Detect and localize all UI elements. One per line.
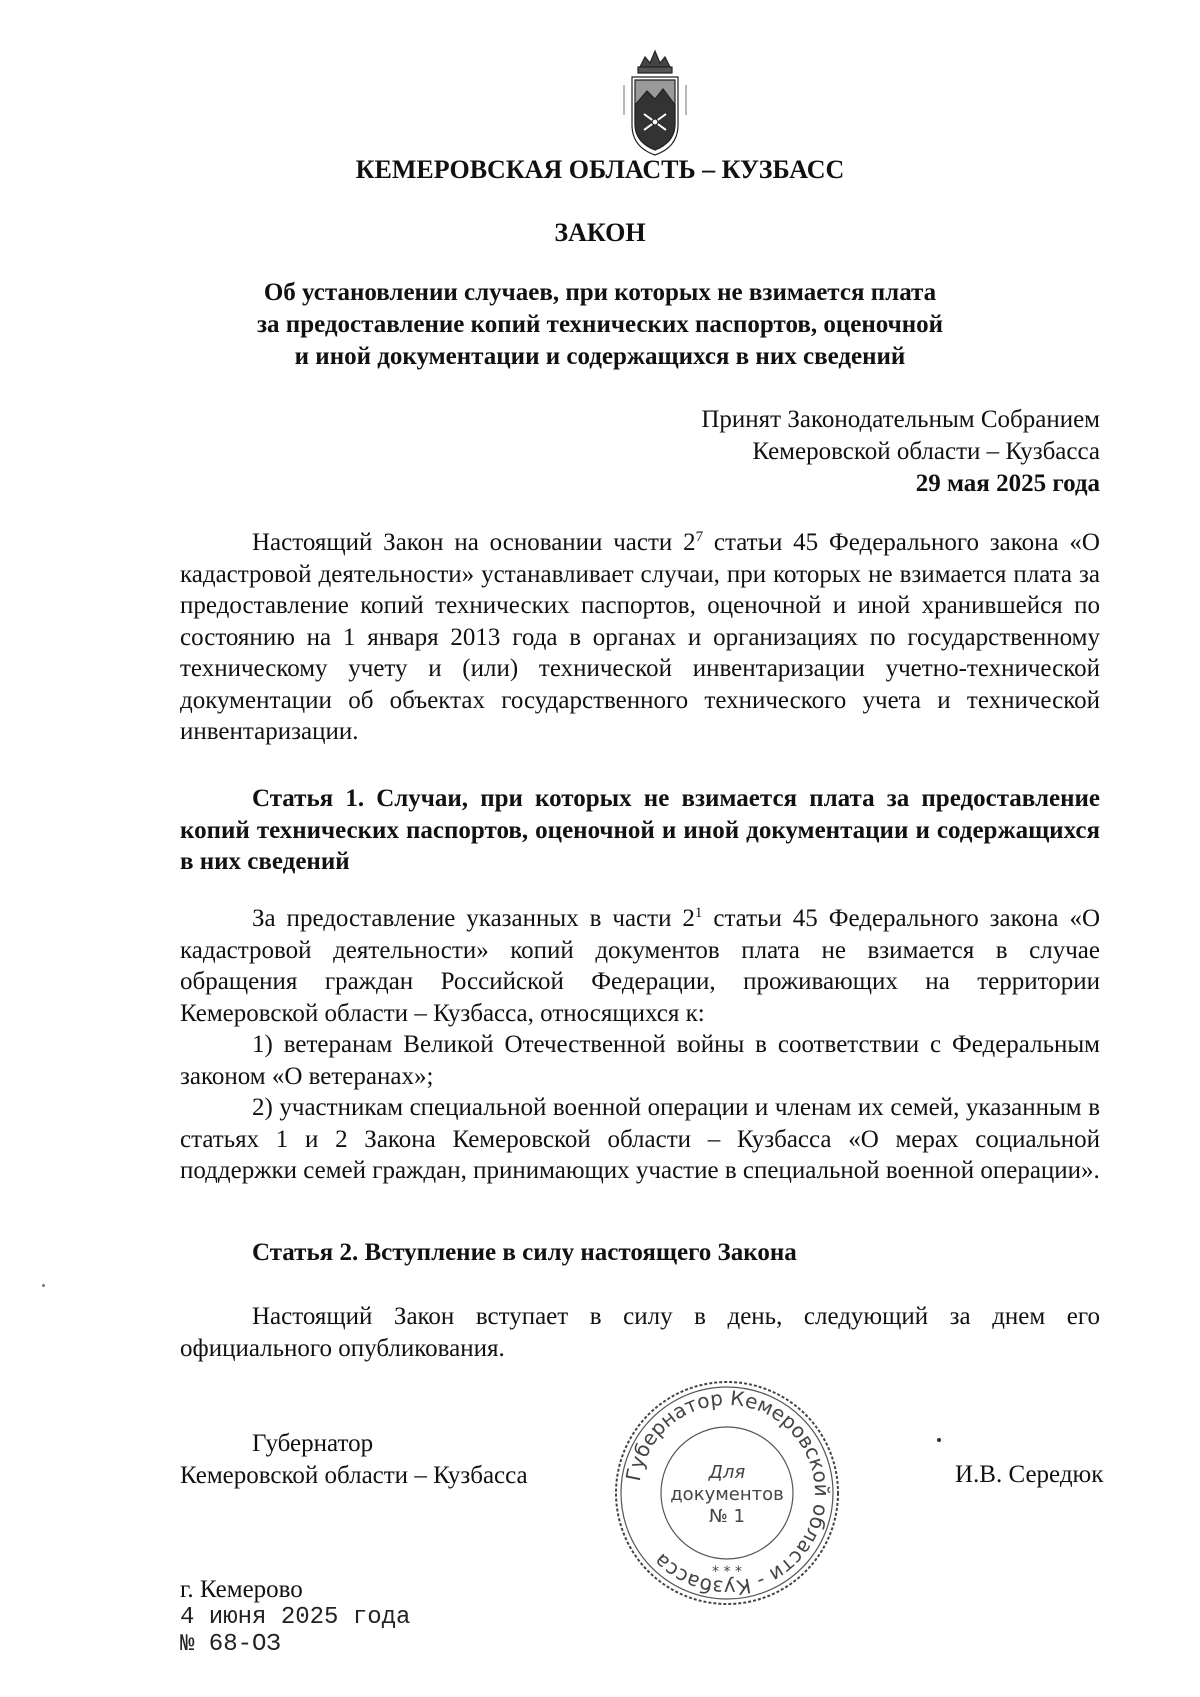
signatory-position-line: Кемеровской области – Кузбасса [180,1461,528,1489]
ink-dot [937,1438,941,1442]
article-2-text: Настоящий Закон вступает в силу в день, следующий за днем его официального опубликования. [180,1303,1100,1362]
stamp-stars: * * * [712,1564,742,1580]
law-title-line: за предоставление копий технических паспортов, оценочной [257,311,943,338]
issue-date: 4 июня 2025 года [180,1604,411,1631]
article-2-heading: Статья 2. Вступление в силу настоящего Закона [252,1239,797,1266]
adoption-date: 29 мая 2025 года [915,470,1100,497]
issue-details [180,1576,410,1658]
article-1-intro: За предоставление указанных в части $2^1$ статьи 45 Федерального закона «О кадастровой деятельности» копий документов плата не взимается в случае обращения граждан Российской Федерации, проживающих на территории Кемеровской области – Кузбасса, относящихся к: [180,905,1100,1027]
coat-of-arms-icon [620,45,690,165]
stamp-center-line: № 1 [709,1506,745,1527]
adoption-block [701,404,1100,500]
law-title-line: и иной документации и содержащихся в них сведений [294,343,906,370]
stamp-ring-text: Губернатор Кемеровской области - Кузбасса [620,1385,835,1601]
scan-speck [42,1284,45,1287]
article-1-body [180,903,1100,1187]
law-title-line: Об установлении случаев, при которых не взимается плата [263,279,937,306]
issue-number: № 68-ОЗ [180,1631,281,1658]
adoption-line: Кемеровской области – Кузбасса [752,438,1100,465]
stamp-center-line: документов [670,1484,784,1505]
official-stamp [612,1378,842,1608]
issue-city: г. Кемерово [180,1576,303,1603]
article-1-heading: Статья 1. Случаи, при которых не взимается плата за предоставление копий технических паспортов, оценочной и иной документации и содержащихся в них сведений [180,785,1100,875]
law-title [180,277,1020,373]
preamble-paragraph: Настоящий Закон на основании части $2^7$ статьи 45 Федерального закона «О кадастровой деятельности» устанавливает случаи, при которых не взимается плата за предоставление копий технических паспортов, оценочной и иной хранившейся по состоянию на 1 января 2013 года в органах и организациях по государственному техническому учету и (или) технической инвентаризации учетно-технической документации об объектах государственного технического учета и технической инвентаризации. [180,529,1100,745]
adoption-line: Принят Законодательным Собранием [701,406,1100,433]
signatory-position-line: Губернатор [252,1430,374,1457]
stamp-center-line: Для [708,1462,746,1483]
article-1-item: 1) ветеранам Великой Отечественной войны в соответствии с Федеральным законом «О ветеранах»; [180,1031,1100,1090]
signatory-position [180,1428,528,1491]
region-title: КЕМЕРОВСКАЯ ОБЛАСТЬ – КУЗБАСС [355,155,845,184]
document-type: ЗАКОН [554,218,646,247]
article-1-item: 2) участникам специальной военной операции и членам их семей, указанным в статьях 1 и 2 Закона Кемеровской области – Кузбасса «О мерах социальной поддержки семей граждан, принимающих участие в специальной военной операции». [180,1094,1100,1184]
signatory-name: И.В. Середюк [955,1461,1104,1488]
